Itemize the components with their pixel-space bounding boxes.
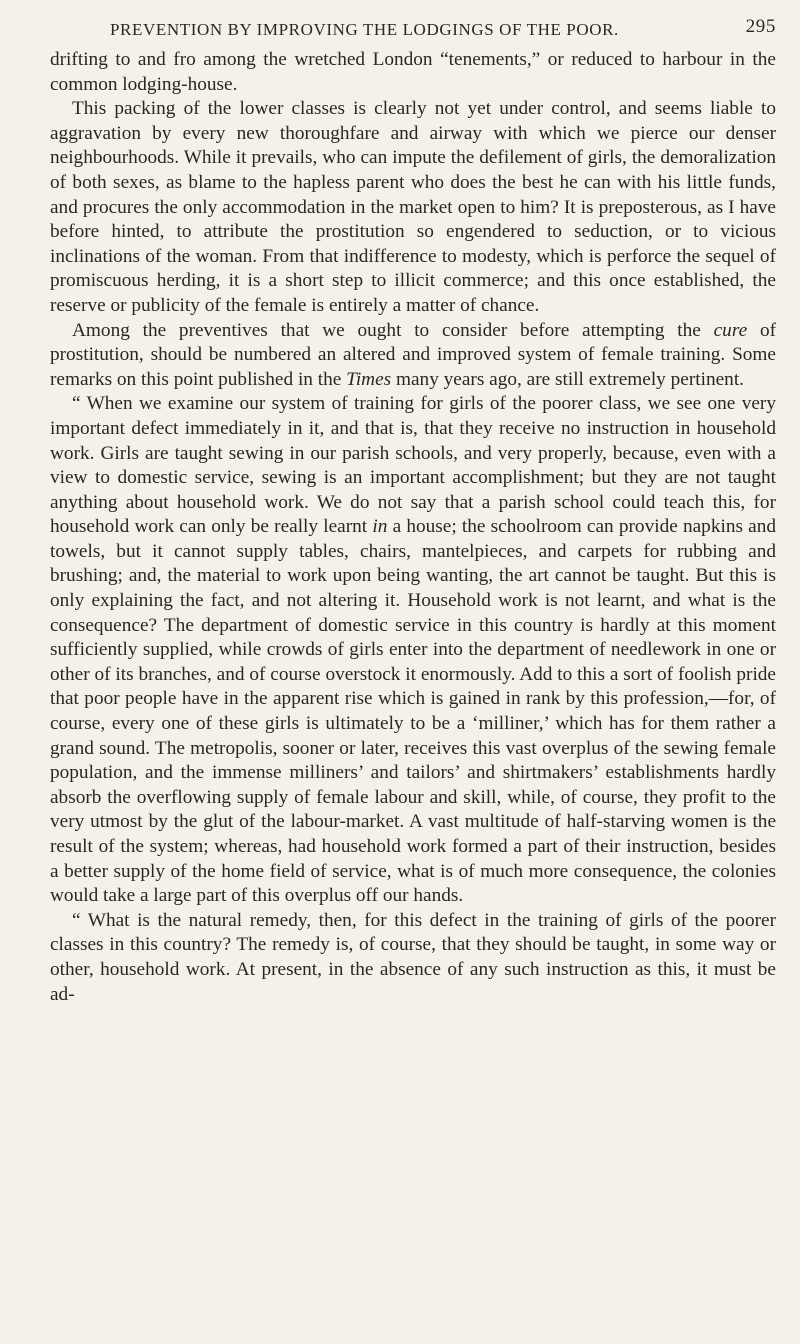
running-head (50, 14, 776, 48)
running-title: PREVENTION BY IMPROVING THE LODGINGS OF THE POOR. (110, 20, 619, 39)
paragraph: “ What is the natural remedy, then, for this defect in the training of girls of the poorer classes in this country? The remedy is, of course, that they should be taught, in some way or other, household work. At present, in the absence of any such instruction as this, it must be ad- (50, 909, 776, 1005)
body-text (50, 48, 776, 1007)
paragraph: drifting to and fro among the wretched London “tenements,” or reduced to harbour in the common lodging-house. (50, 49, 776, 95)
italic-word: Times (346, 368, 392, 390)
paragraph: This packing of the lower classes is clearly not yet under control, and seems liable to aggravation by every new thoroughfare and airway with which we pierce our denser neighbourhoods. While it prevails, who can impute the defilement of girls, the demoralization of both sexes, as blame to the hapless parent who does the best he can with his little funds, and procures the only accommodation in the market open to him? It is preposterous, as I have before hinted, to attribute the prostitution so engendered to seduction, or to vicious inclinations of the woman. From that indifference to modesty, which is perforce the sequel of promiscuous herding, it is a short step to illicit commerce; and this once established, the reserve or publicity of the female is entirely a matter of chance. (50, 98, 776, 316)
paragraph-text: many years ago, are still extremely pertinent. (391, 368, 744, 390)
italic-word: in (372, 516, 388, 538)
paragraph-text: of prostitution, should be numbered an altered and improved system of female training. Some remarks on this point published in the (50, 319, 777, 390)
italic-word: cure (713, 319, 748, 341)
paragraph-text: Among the preventives that we ought to consider before attempting the (72, 319, 714, 341)
paragraph-text: a house; the schoolroom can provide napkins and towels, but it cannot supply tables, chairs, mantelpieces, and carpets for rubbing and brushing; and, the material to work upon being wanting, the art cannot be taught. But this is only explaining the fact, and not altering it. Household work is not learnt, and what is the consequence? The department of domestic service in this country is hardly at this moment sufficiently supplied, while crowds of girls enter into the department of needlework in one or other of its branches, and of course overstock it enormously. Add to this a sort of foolish pride that poor people have in the apparent rise which is gained in rank by this profession,—for, of course, every one of these girls is ultimately to be a ‘milliner,’ which has for them rather a grand sound. The metropolis, sooner or later, receives this vast overplus of the sewing female population, and the immense milliners’ and tailors’ and shirtmakers’ establishments hardly absorb the overflowing supply of female labour and skill, while, of course, they profit to the very utmost by the glut of the labour-market. A vast multitude of half-starving women is the result of the system; whereas, had household work formed a part of their instruction, besides a better supply of the home field of service, what is of much more consequence, the colonies would take a large part of this overplus off our hands. (50, 516, 777, 907)
page-number: 295 (745, 16, 776, 37)
paragraph (50, 319, 776, 393)
paragraph-text: “ When we examine our system of training for girls of the poorer class, we see one very important defect immediately in it, and that is, that they receive no instruction in household work. Girls are taught sewing in our parish schools, and very properly, because, even with a view to domestic service, sewing is an important accomplishment; but they are not taught anything about household work. We do not say that a parish school could teach this, for household work can only be really learnt (50, 393, 776, 538)
paragraph (50, 392, 776, 908)
book-page (50, 14, 776, 1007)
